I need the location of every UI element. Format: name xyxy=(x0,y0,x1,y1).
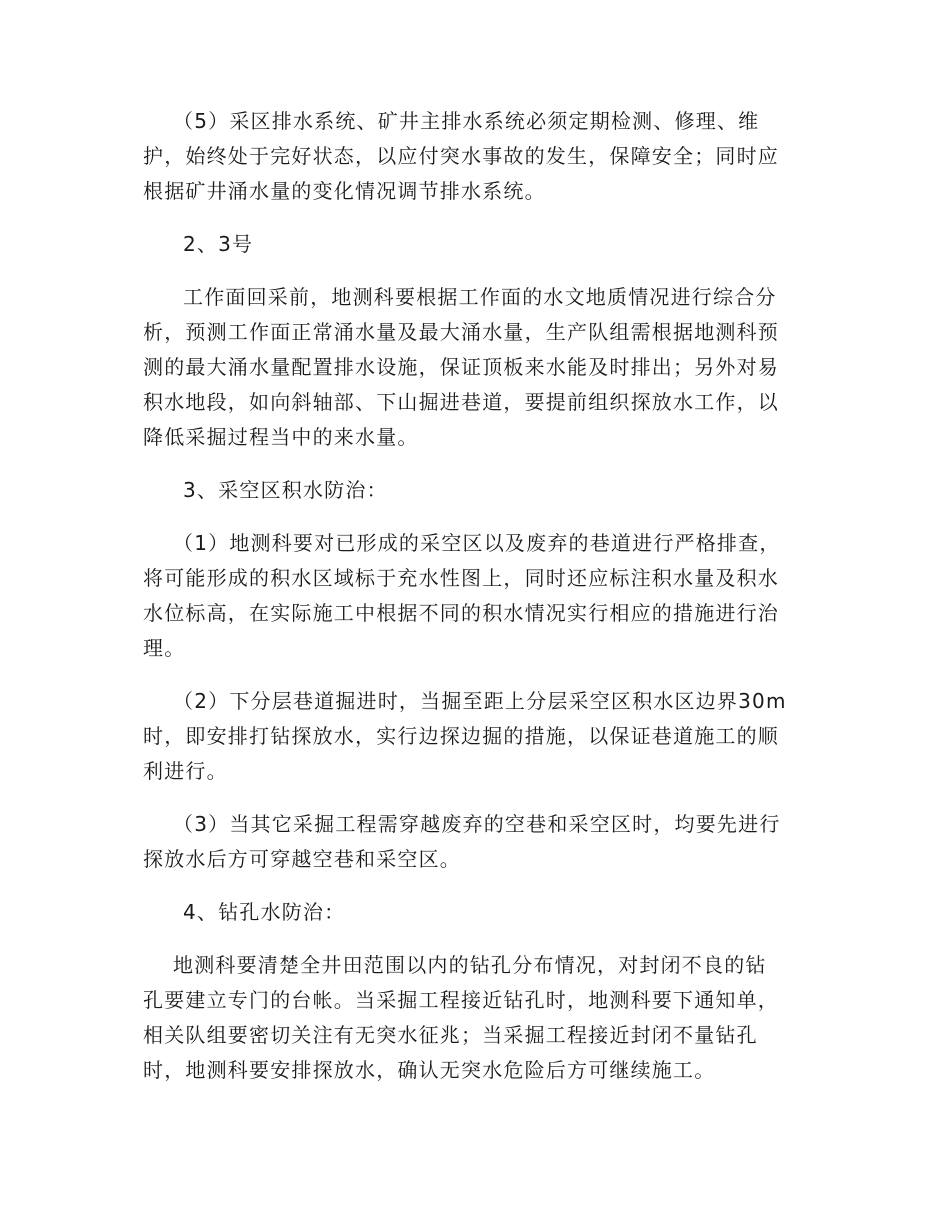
paragraph-spacer xyxy=(143,877,808,895)
text-line: 3、采空区积水防治： xyxy=(183,478,388,502)
text-line: （2）下分层巷道掘进时，当掘至距上分层采空区积水区边界30m xyxy=(173,689,787,713)
text-line: （5）采区排水系统、矿井主排水系统必须定期检测、修理、维 xyxy=(173,109,760,133)
paragraph-heading-3-goaf-water xyxy=(143,473,808,508)
text-line: 探放水后方可穿越空巷和采空区。 xyxy=(143,847,461,871)
paragraph-spacer xyxy=(143,262,808,280)
text-line: 时，即安排打钻探放水，实行边探边掘的措施，以保证巷道施工的顺 xyxy=(143,724,779,748)
text-line: 相关队组要密切关注有无突水征兆；当采掘工程接近封闭不量钻孔 xyxy=(143,1023,758,1047)
paragraph-spacer xyxy=(143,666,808,684)
text-line: 降低采掘过程当中的来水量。 xyxy=(143,425,419,449)
paragraph-item-2-roadway xyxy=(143,684,808,789)
text-line: 孔要建立专门的台帐。当采掘工程接近钻孔时，地测科要下通知单， xyxy=(143,988,779,1012)
paragraph-spacer xyxy=(143,209,808,227)
text-line: （3）当其它采掘工程需穿越废弃的空巷和采空区时，均要先进行 xyxy=(173,812,781,836)
text-line: 2、3号 xyxy=(183,232,254,256)
text-line: 4、钻孔水防治： xyxy=(183,900,346,924)
paragraph-spacer xyxy=(143,508,808,526)
text-line: 析，预测工作面正常涌水量及最大涌水量，生产队组需根据地测科预 xyxy=(143,320,779,344)
paragraph-heading-4-borehole-water xyxy=(143,895,808,930)
text-line: 理。 xyxy=(143,636,186,660)
document-page xyxy=(143,104,808,1088)
text-line: 护，始终处于完好状态，以应付突水事故的发生，保障安全；同时应 xyxy=(143,144,779,168)
paragraph-item-5-drainage xyxy=(143,104,808,209)
paragraph-spacer xyxy=(143,930,808,948)
text-line: 积水地段，如向斜轴部、下山掘进巷道，要提前组织探放水工作，以 xyxy=(143,390,779,414)
paragraph-borehole-paragraph xyxy=(143,948,808,1088)
paragraph-item-3-crossing xyxy=(143,807,808,877)
paragraph-spacer xyxy=(143,455,808,473)
text-line: 时，地测科要安排探放水，确认无突水危险后方可继续施工。 xyxy=(143,1058,716,1082)
text-line: 利进行。 xyxy=(143,759,228,783)
text-line: 测的最大涌水量配置排水设施，保证顶板来水能及时排出；另外对易 xyxy=(143,355,779,379)
paragraph-item-1-survey xyxy=(143,526,808,666)
paragraph-spacer xyxy=(143,789,808,807)
text-line: 根据矿井涌水量的变化情况调节排水系统。 xyxy=(143,179,546,203)
paragraph-workface-paragraph xyxy=(143,280,808,455)
text-line: 工作面回采前，地测科要根据工作面的水文地质情况进行综合分 xyxy=(183,285,777,309)
text-line: 将可能形成的积水区域标于充水性图上，同时还应标注积水量及积水 xyxy=(143,566,779,590)
text-line: （1）地测科要对已形成的采空区以及废弃的巷道进行严格排查， xyxy=(173,531,781,555)
paragraph-heading-2-3 xyxy=(143,227,808,262)
text-line: 水位标高，在实际施工中根据不同的积水情况实行相应的措施进行治 xyxy=(143,601,779,625)
text-line: 地测科要清楚全井田范围以内的钻孔分布情况，对封闭不良的钻 xyxy=(173,953,767,977)
